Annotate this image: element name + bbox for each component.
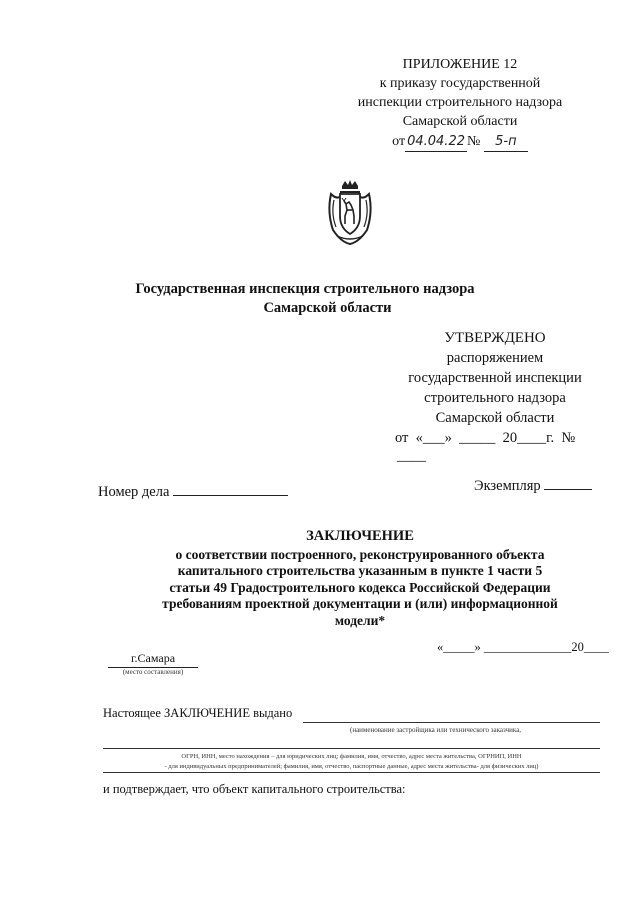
- issued-caption-legal: ОГРН, ИНН, место нахождения – для юридических лиц; фамилия, имя, отчество, адрес места жительства, ОГРНИП, ИНН: [181, 753, 522, 760]
- copy-label: Экземпляр: [474, 478, 541, 494]
- approved-line-order: распоряжением: [446, 350, 544, 366]
- conclusion-line4: требованиям проектной документации и (или) информационной: [162, 596, 558, 611]
- inspection-header-line2: Самарской области: [263, 300, 392, 316]
- approved-line-inspection: государственной инспекции: [408, 370, 582, 386]
- appendix-title: ПРИЛОЖЕНИЕ 12: [402, 57, 518, 72]
- conclusion-block: [150, 528, 570, 629]
- issued-text: Настоящее ЗАКЛЮЧЕНИЕ выдано: [103, 706, 293, 720]
- case-number-label: Номер дела: [98, 484, 170, 500]
- conclusion-line5: модели*: [334, 612, 386, 628]
- approved-number-blank: ____: [397, 448, 426, 464]
- issued-line: [303, 722, 600, 723]
- approved-line-region: Самарской области: [435, 410, 555, 426]
- inspection-header: [90, 280, 610, 318]
- conclusion-line3: статьи 49 Градостроительного кодекса Российской Федерации: [169, 579, 551, 595]
- issued-line-3: [103, 772, 600, 773]
- appendix-line-inspection: инспекции строительного надзора: [357, 95, 563, 110]
- approved-line-supervision: строительного надзора: [424, 390, 566, 406]
- compilation-date: «_____» ______________20____: [437, 640, 609, 654]
- appendix-line-order: к приказу государственной: [379, 76, 541, 91]
- copy-line: [544, 489, 592, 490]
- place-city: г.Самара: [108, 651, 198, 668]
- case-number-line: [173, 495, 288, 496]
- issued-line-2: [103, 748, 600, 749]
- appendix-line-region: Самарской области: [402, 114, 518, 129]
- appendix-date-prefix: от: [392, 134, 406, 149]
- appendix-number-value: 5-п: [484, 132, 528, 152]
- appendix-block: [335, 55, 585, 152]
- approved-date-line: от «___» _____ 20____г. №: [395, 430, 576, 446]
- appendix-number-prefix: №: [466, 134, 481, 149]
- approved-block: [395, 328, 595, 428]
- appendix-date-value: 04.04.22: [405, 132, 467, 152]
- place-caption: (место составления): [122, 668, 184, 676]
- copy-row: [474, 478, 592, 495]
- conclusion-line1: о соответствии построенного, реконструированного объекта: [175, 546, 545, 562]
- issued-caption-applicant: (наименование застройщика или технического заказчика,: [350, 726, 522, 734]
- approved-title: УТВЕРЖДЕНО: [444, 330, 546, 346]
- place-of-compilation: [108, 651, 198, 677]
- appendix-date-row: [335, 132, 585, 152]
- coat-of-arms-icon: [325, 180, 375, 246]
- conclusion-line2: капитального строительства указанным в пункте 1 части 5: [177, 563, 543, 578]
- case-number-row: [98, 484, 288, 501]
- confirms-text: и подтверждает, что объект капитального строительства:: [103, 782, 406, 796]
- inspection-header-line1: Государственная инспекция строительного надзора: [135, 281, 475, 297]
- conclusion-title: ЗАКЛЮЧЕНИЕ: [306, 528, 414, 544]
- issued-caption-individual: - для индивидуальных предпринимателей; фамилия, имя, отчество, паспортные данные, адрес места жительства- для физических лиц): [164, 763, 539, 770]
